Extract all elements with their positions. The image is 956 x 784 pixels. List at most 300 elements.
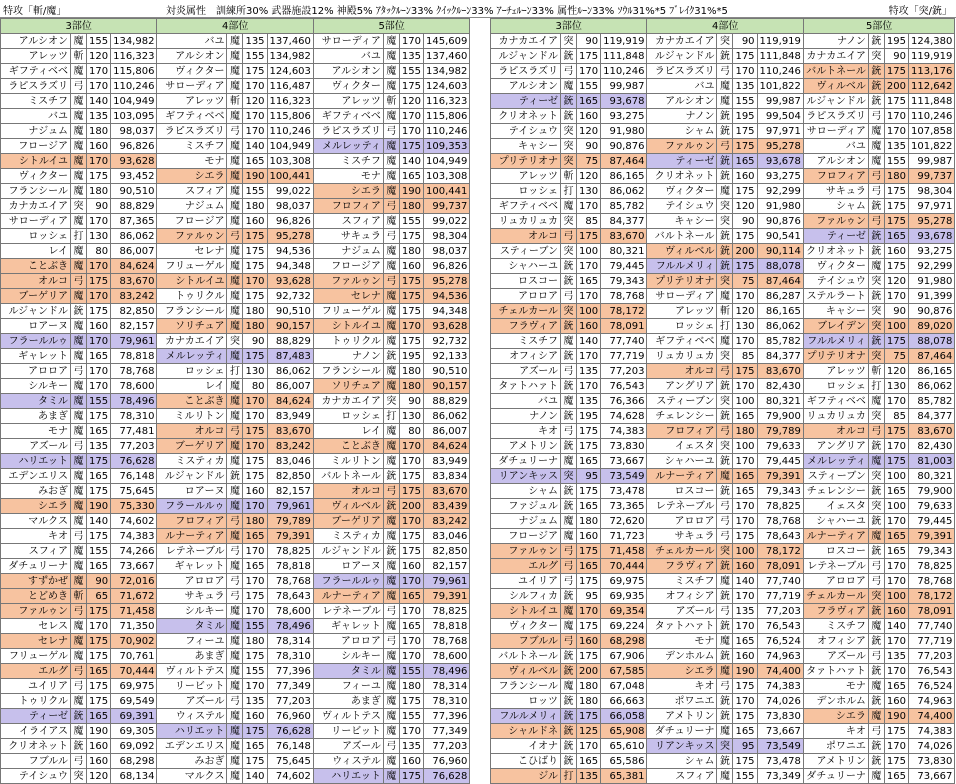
character-name: セレス: [1, 619, 71, 634]
cost-value: 160: [577, 634, 601, 649]
cost-value: 65: [87, 589, 111, 604]
cost-value: 175: [884, 424, 908, 439]
character-name: すずかぜ: [1, 574, 71, 589]
character-name: シエラ: [1, 499, 71, 514]
cost-value: 175: [884, 454, 908, 469]
character-name: エデンエリス: [1, 469, 71, 484]
table-row: [1, 349, 470, 364]
weapon-type: 魔: [227, 529, 243, 544]
damage-value: 86,062: [111, 229, 157, 244]
character-name: スフィア: [647, 769, 717, 784]
damage-value: 116,323: [111, 49, 157, 64]
damage-value: 103,308: [424, 169, 470, 184]
cost-value: 165: [733, 634, 757, 649]
cost-value: 175: [243, 754, 267, 769]
character-name: ティーゼ: [1, 709, 71, 724]
weapon-type: 魔: [227, 304, 243, 319]
character-name: フロージア: [157, 214, 227, 229]
table-row: [1, 124, 470, 139]
damage-value: 70,444: [601, 559, 647, 574]
weapon-type: 銃: [868, 334, 884, 349]
weapon-type: 魔: [227, 379, 243, 394]
damage-value: 74,963: [909, 694, 955, 709]
damage-value: 78,825: [424, 604, 470, 619]
damage-value: 110,246: [601, 64, 647, 79]
character-name: ファルゥン: [157, 229, 227, 244]
cost-value: 170: [884, 439, 908, 454]
right-special-label: 特攻「突/銃」: [888, 6, 952, 17]
weapon-type: 魔: [383, 64, 399, 79]
damage-value: 76,960: [424, 754, 470, 769]
cost-value: 100: [733, 439, 757, 454]
damage-value: 86,062: [909, 379, 955, 394]
damage-value: 69,549: [111, 694, 157, 709]
character-name: ハリエット: [313, 769, 383, 784]
weapon-type: 弓: [71, 529, 87, 544]
character-name: ギャレット: [313, 619, 383, 634]
table-row: [1, 769, 470, 784]
damage-value: 92,299: [757, 184, 803, 199]
table-row: [1, 109, 470, 124]
table-row: [491, 199, 955, 214]
damage-value: 73,830: [757, 709, 803, 724]
table-row: [491, 754, 955, 769]
character-name: アロロア: [1, 364, 71, 379]
damage-value: 68,134: [111, 769, 157, 784]
cost-value: 180: [243, 319, 267, 334]
weapon-type: 銃: [561, 649, 577, 664]
weapon-type: 魔: [383, 454, 399, 469]
character-name: シャハーユ: [647, 454, 717, 469]
damage-value: 93,275: [757, 169, 803, 184]
cost-value: 170: [733, 589, 757, 604]
damage-value: 74,400: [909, 709, 955, 724]
weapon-type: 銃: [717, 49, 733, 64]
weapon-type: 突: [868, 589, 884, 604]
weapon-type: 魔: [71, 424, 87, 439]
cost-value: 175: [577, 619, 601, 634]
character-name: プリテリオナ: [647, 274, 717, 289]
character-name: ファルゥン: [1, 604, 71, 619]
cost-value: 80: [243, 379, 267, 394]
cost-value: 165: [884, 529, 908, 544]
character-name: アングリア: [803, 439, 868, 454]
damage-value: 90,876: [757, 214, 803, 229]
weapon-type: 魔: [383, 169, 399, 184]
character-name: オルコ: [1, 274, 71, 289]
cost-value: 170: [87, 154, 111, 169]
weapon-type: 魔: [227, 454, 243, 469]
weapon-type: 弓: [71, 754, 87, 769]
table-row: [491, 94, 955, 109]
weapon-type: 銃: [868, 514, 884, 529]
character-name: タミル: [313, 664, 383, 679]
cost-value: 175: [577, 649, 601, 664]
weapon-type: 魔: [383, 589, 399, 604]
cost-value: 160: [577, 529, 601, 544]
damage-value: 92,299: [909, 259, 955, 274]
character-name: ソリチュア: [313, 379, 383, 394]
weapon-type: 銃: [561, 259, 577, 274]
cost-value: 135: [884, 139, 908, 154]
damage-value: 79,445: [757, 454, 803, 469]
table-row: [491, 679, 955, 694]
damage-value: 83,242: [424, 514, 470, 529]
weapon-type: 魔: [561, 199, 577, 214]
cost-value: 165: [243, 529, 267, 544]
weapon-type: 弓: [717, 529, 733, 544]
cost-value: 75: [733, 274, 757, 289]
damage-value: 67,048: [601, 679, 647, 694]
character-name: レテネーブル: [313, 604, 383, 619]
character-name: サキュラ: [313, 229, 383, 244]
cost-value: 170: [243, 79, 267, 94]
table-row: [1, 724, 470, 739]
cost-value: 175: [577, 574, 601, 589]
damage-value: 116,323: [424, 94, 470, 109]
damage-value: 71,458: [601, 544, 647, 559]
cost-value: 175: [577, 709, 601, 724]
weapon-type: 弓: [383, 199, 399, 214]
damage-value: 119,919: [909, 49, 955, 64]
damage-value: 79,445: [601, 259, 647, 274]
weapon-type: 魔: [868, 769, 884, 784]
damage-value: 78,496: [111, 394, 157, 409]
damage-value: 82,157: [424, 559, 470, 574]
character-name: あまぎ: [157, 649, 227, 664]
character-name: フリューゲル: [313, 304, 383, 319]
character-name: シエラ: [647, 664, 717, 679]
character-name: イオナ: [491, 739, 561, 754]
damage-value: 69,935: [601, 589, 647, 604]
table-row: [491, 499, 955, 514]
cost-value: 95: [733, 739, 757, 754]
cost-value: 165: [243, 739, 267, 754]
character-name: ヴィクター: [803, 259, 868, 274]
table-row: [491, 139, 955, 154]
damage-value: 86,062: [601, 184, 647, 199]
weapon-type: 弓: [383, 739, 399, 754]
weapon-type: 魔: [71, 634, 87, 649]
table-row: [1, 634, 470, 649]
cost-value: 155: [884, 154, 908, 169]
cost-value: 85: [577, 214, 601, 229]
weapon-type: 弓: [71, 364, 87, 379]
cost-value: 155: [399, 709, 423, 724]
column-header-5part: 5部位: [313, 19, 469, 34]
damage-value: 78,818: [111, 349, 157, 364]
damage-value: 91,399: [909, 289, 955, 304]
damage-value: 78,314: [267, 634, 313, 649]
weapon-type: 弓: [227, 424, 243, 439]
weapon-type: 弓: [227, 229, 243, 244]
character-name: ナノン: [803, 34, 868, 49]
weapon-type: 斬: [383, 94, 399, 109]
cost-value: 165: [733, 484, 757, 499]
weapon-type: 銃: [561, 319, 577, 334]
cost-value: 170: [733, 619, 757, 634]
damage-value: 93,678: [757, 154, 803, 169]
weapon-type: 銃: [71, 304, 87, 319]
cost-value: 175: [243, 454, 267, 469]
cost-value: 135: [884, 649, 908, 664]
character-name: ルジャンドル: [803, 94, 868, 109]
weapon-type: 魔: [868, 529, 884, 544]
character-name: オフィシア: [491, 349, 561, 364]
weapon-type: 弓: [71, 679, 87, 694]
weapon-type: 銃: [868, 94, 884, 109]
damage-value: 76,628: [424, 769, 470, 784]
table-row: [1, 244, 470, 259]
cost-value: 165: [87, 709, 111, 724]
damage-value: 93,275: [909, 244, 955, 259]
cost-value: 100: [884, 499, 908, 514]
table-row: [1, 289, 470, 304]
character-name: ラピスラズリ: [491, 64, 561, 79]
weapon-type: 突: [71, 769, 87, 784]
cost-value: 180: [243, 199, 267, 214]
cost-value: 180: [399, 244, 423, 259]
weapon-type: 銃: [71, 709, 87, 724]
cost-value: 170: [399, 604, 423, 619]
cost-value: 170: [243, 409, 267, 424]
cost-value: 120: [87, 769, 111, 784]
character-name: キオ: [1, 529, 71, 544]
cost-value: 175: [884, 334, 908, 349]
weapon-type: 弓: [227, 574, 243, 589]
character-name: みおぎ: [1, 484, 71, 499]
column-header-4part: 4部位: [157, 19, 313, 34]
damage-value: 115,806: [424, 109, 470, 124]
damage-value: 69,975: [111, 679, 157, 694]
damage-value: 91,980: [757, 199, 803, 214]
weapon-type: 弓: [717, 514, 733, 529]
weapon-type: 魔: [71, 139, 87, 154]
damage-value: 134,982: [111, 34, 157, 49]
weapon-type: 銃: [561, 484, 577, 499]
cost-value: 175: [243, 589, 267, 604]
character-name: チェルカール: [803, 589, 868, 604]
damage-value: 110,246: [424, 124, 470, 139]
cost-value: 175: [577, 544, 601, 559]
cost-value: 170: [733, 289, 757, 304]
weapon-type: 弓: [868, 109, 884, 124]
weapon-type: 魔: [383, 289, 399, 304]
character-name: ジル: [491, 769, 561, 784]
weapon-type: 魔: [383, 574, 399, 589]
character-name: カナカエイア: [157, 334, 227, 349]
table-row: [491, 154, 955, 169]
character-name: フブルル: [1, 754, 71, 769]
weapon-type: 突: [868, 319, 884, 334]
cost-value: 155: [399, 64, 423, 79]
weapon-type: 突: [561, 154, 577, 169]
damage-value: 110,246: [909, 109, 955, 124]
weapon-type: 銃: [561, 589, 577, 604]
damage-value: 116,487: [267, 79, 313, 94]
header-row: [491, 19, 955, 34]
table-row: [491, 409, 955, 424]
character-name: デンホルム: [803, 694, 868, 709]
character-name: リアンキッス: [647, 739, 717, 754]
character-name: マルクス: [1, 514, 71, 529]
cost-value: 165: [884, 484, 908, 499]
cost-value: 170: [243, 574, 267, 589]
cost-value: 100: [884, 589, 908, 604]
character-name: マルクス: [157, 769, 227, 784]
cost-value: 130: [884, 379, 908, 394]
character-name: フロージア: [491, 529, 561, 544]
table-row: [1, 559, 470, 574]
table-row: [1, 79, 470, 94]
character-name: ことぶき: [1, 259, 71, 274]
damage-value: 77,481: [111, 424, 157, 439]
damage-value: 92,732: [267, 289, 313, 304]
cost-value: 160: [243, 709, 267, 724]
weapon-type: 魔: [71, 559, 87, 574]
table-row: [1, 694, 470, 709]
character-name: フルルメリィ: [647, 259, 717, 274]
cost-value: 130: [243, 364, 267, 379]
character-name: サキュラ: [647, 529, 717, 544]
character-name: ウィステル: [313, 754, 383, 769]
cost-value: 180: [243, 634, 267, 649]
damage-value: 77,203: [601, 364, 647, 379]
weapon-type: 斬: [868, 364, 884, 379]
cost-value: 100: [884, 469, 908, 484]
cost-value: 170: [884, 634, 908, 649]
character-name: スフィア: [313, 214, 383, 229]
damage-value: 84,624: [424, 439, 470, 454]
damage-value: 110,246: [111, 79, 157, 94]
weapon-type: 突: [227, 334, 243, 349]
character-name: モナ: [803, 679, 868, 694]
cost-value: 165: [577, 754, 601, 769]
table-row: [1, 619, 470, 634]
weapon-type: 銃: [717, 709, 733, 724]
damage-value: 93,678: [601, 94, 647, 109]
damage-value: 99,022: [424, 214, 470, 229]
cost-value: 175: [733, 364, 757, 379]
weapon-type: 魔: [227, 244, 243, 259]
weapon-type: 弓: [227, 514, 243, 529]
table-row: [491, 289, 955, 304]
damage-value: 101,822: [909, 139, 955, 154]
character-name: スティーブン: [803, 469, 868, 484]
damage-value: 104,949: [424, 154, 470, 169]
table-row: [1, 184, 470, 199]
weapon-type: 魔: [227, 274, 243, 289]
damage-value: 78,172: [909, 589, 955, 604]
weapon-type: 弓: [868, 559, 884, 574]
weapon-type: 魔: [227, 199, 243, 214]
cost-value: 195: [577, 409, 601, 424]
character-name: ルナーティア: [647, 469, 717, 484]
table-row: [491, 64, 955, 79]
cost-value: 175: [243, 649, 267, 664]
table-row: [1, 454, 470, 469]
character-name: フリューゲル: [1, 649, 71, 664]
cost-value: 170: [577, 64, 601, 79]
character-name: タァトハァト: [647, 619, 717, 634]
character-name: あまぎ: [313, 694, 383, 709]
weapon-type: 魔: [868, 124, 884, 139]
table-row: [491, 469, 955, 484]
weapon-type: 銃: [561, 499, 577, 514]
cost-value: 135: [733, 604, 757, 619]
damage-value: 79,343: [757, 484, 803, 499]
damage-value: 78,600: [424, 649, 470, 664]
damage-value: 83,046: [424, 529, 470, 544]
character-name: ヴィルトテス: [157, 664, 227, 679]
character-name: ミルリトン: [157, 409, 227, 424]
character-name: テイシュウ: [803, 274, 868, 289]
damage-value: 78,825: [757, 499, 803, 514]
column-header-3part: 3部位: [491, 19, 647, 34]
character-name: オルコ: [647, 364, 717, 379]
character-name: ダチュリーナ: [647, 724, 717, 739]
table-row: [1, 499, 470, 514]
damage-value: 78,768: [424, 634, 470, 649]
weapon-type: 魔: [71, 649, 87, 664]
character-name: ロアーヌ: [1, 319, 71, 334]
character-name: カナカエイア: [803, 49, 868, 64]
character-name: リュカリュカ: [491, 214, 561, 229]
weapon-type: 銃: [383, 544, 399, 559]
weapon-type: 魔: [383, 424, 399, 439]
weapon-type: 魔: [71, 34, 87, 49]
cost-value: 155: [399, 214, 423, 229]
damage-value: 68,298: [111, 754, 157, 769]
character-name: ナジュム: [491, 514, 561, 529]
cost-value: 165: [884, 229, 908, 244]
character-name: ラピスラズリ: [803, 109, 868, 124]
character-name: トゥリクル: [157, 289, 227, 304]
weapon-type: 魔: [561, 79, 577, 94]
weapon-type: 魔: [71, 64, 87, 79]
character-name: ラピスラズリ: [313, 124, 383, 139]
damage-value: 86,165: [909, 364, 955, 379]
character-name: ロスコー: [647, 484, 717, 499]
cost-value: 170: [399, 649, 423, 664]
damage-value: 90,510: [424, 364, 470, 379]
character-name: オフィシア: [803, 634, 868, 649]
character-name: ティーゼ: [491, 94, 561, 109]
weapon-type: 弓: [868, 184, 884, 199]
weapon-type: 魔: [71, 349, 87, 364]
character-name: アレッツ: [313, 94, 383, 109]
damage-value: 83,242: [267, 439, 313, 454]
damage-value: 115,806: [111, 64, 157, 79]
weapon-type: 魔: [71, 499, 87, 514]
cost-value: 165: [399, 589, 423, 604]
damage-value: 83,834: [424, 469, 470, 484]
damage-value: 80,321: [601, 244, 647, 259]
cost-value: 160: [884, 244, 908, 259]
damage-value: 78,768: [111, 364, 157, 379]
character-name: フィーユ: [157, 634, 227, 649]
character-name: モナ: [313, 169, 383, 184]
weapon-type: 魔: [227, 499, 243, 514]
weapon-type: 魔: [717, 184, 733, 199]
weapon-type: 魔: [71, 259, 87, 274]
cost-value: 140: [399, 154, 423, 169]
character-name: ブレイデン: [803, 319, 868, 334]
damage-value: 91,980: [601, 124, 647, 139]
weapon-type: 魔: [71, 514, 87, 529]
cost-value: 175: [87, 529, 111, 544]
weapon-type: 弓: [717, 64, 733, 79]
